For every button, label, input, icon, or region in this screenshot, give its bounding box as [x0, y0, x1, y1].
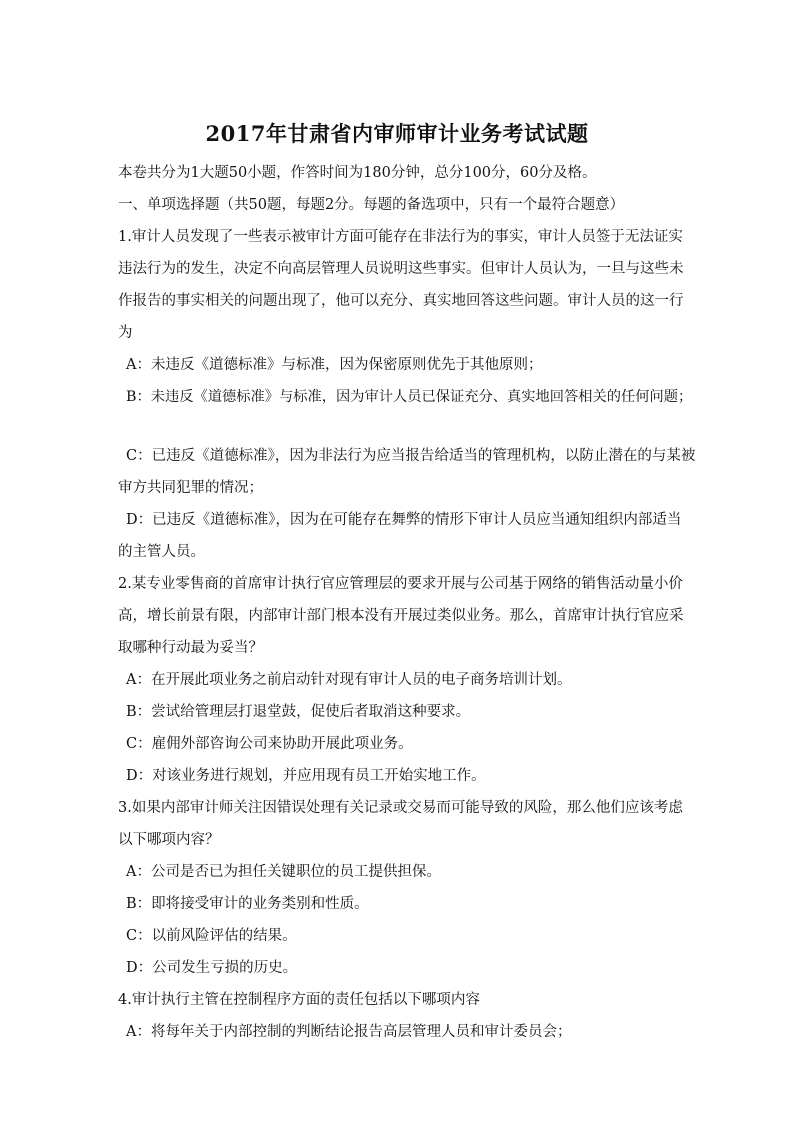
q1-option-a: A：未违反《道德标准》与标准，因为保密原则优先于其他原则； [126, 357, 543, 373]
q2-option-c: C：雇佣外部咨询公司来协助开展此项业务。 [126, 736, 413, 752]
q3-option-b: B：即将接受审计的业务类别和性质。 [126, 896, 369, 912]
q1-option-c-line-2: 审方共同犯罪的情况； [118, 480, 263, 496]
q1-stem-line-2: 违法行为的发生，决定不向高层管理人员说明这些事实。但审计人员认为，一旦与这些未 [118, 261, 684, 277]
q3-option-a: A：公司是否已为担任关键职位的员工提供担保。 [126, 864, 441, 880]
q2-option-a: A：在开展此项业务之前启动针对现有审计人员的电子商务培训计划。 [126, 672, 572, 688]
q2-stem-line-3: 取哪种行动最为妥当？ [118, 640, 263, 656]
q1-option-b: B：未违反《道德标准》与标准，因为审计人员已保证充分、真实地回答相关的任何问题； [126, 389, 693, 405]
section-heading: 一、单项选择题（共50题，每题2分。每题的备选项中，只有一个最符合题意） [118, 197, 625, 213]
q2-option-b: B：尝试给管理层打退堂鼓，促使后者取消这种要求。 [126, 704, 471, 720]
q1-option-d-line-2: 的主管人员。 [118, 544, 205, 560]
q2-option-d: D：对该业务进行规划，并应用现有员工开始实地工作。 [126, 768, 486, 784]
q4-stem-line-1: 4.审计执行主管在控制程序方面的责任包括以下哪项内容 [118, 992, 480, 1008]
q2-stem-line-1: 2.某专业零售商的首席审计执行官应管理层的要求开展与公司基于网络的销售活动量小价 [118, 576, 683, 592]
q1-stem-line-4: 为 [118, 325, 133, 341]
q1-stem-line-3: 作报告的事实相关的问题出现了，他可以充分、真实地回答这些问题。审计人员的这一行 [118, 293, 684, 309]
exam-intro: 本卷共分为1大题50小题，作答时间为180分钟，总分100分，60分及格。 [118, 165, 597, 181]
q2-stem-line-2: 高，增长前景有限，内部审计部门根本没有开展过类似业务。那么，首席审计执行官应采 [118, 608, 684, 624]
q3-option-d: D：公司发生亏损的历史。 [126, 960, 298, 976]
q3-stem-line-1: 3.如果内部审计师关注因错误处理有关记录或交易而可能导致的风险，那么他们应该考虑 [118, 800, 683, 816]
q3-option-c: C：以前风险评估的结果。 [126, 928, 297, 944]
page-title: 2017年甘肃省内审师审计业务考试试题 [205, 121, 589, 146]
q3-stem-line-2: 以下哪项内容？ [118, 832, 220, 848]
q4-option-a: A：将每年关于内部控制的判断结论报告高层管理人员和审计委员会； [126, 1024, 572, 1040]
q1-option-d-line-1: D：已违反《道德标准》，因为在可能存在舞弊的情形下审计人员应当通知组织内部适当 [126, 512, 682, 528]
q1-stem-line-1: 1.审计人员发现了一些表示被审计方面可能存在非法行为的事实，审计人员签于无法证实 [118, 229, 683, 245]
q1-option-c-line-1: C：已违反《道德标准》，因为非法行为应当报告给适当的管理机构，以防止潜在的与某被 [126, 448, 696, 464]
